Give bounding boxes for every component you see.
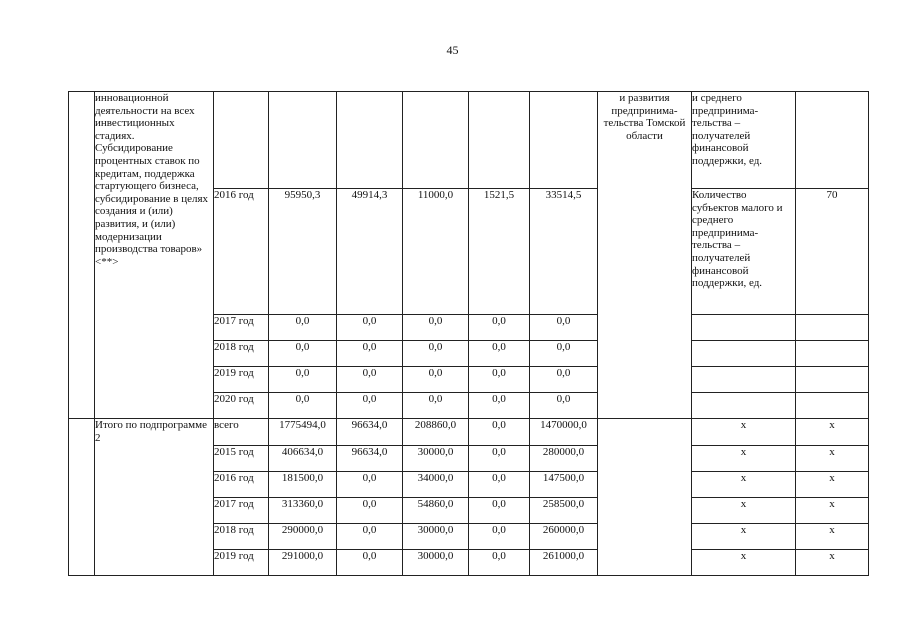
value-cell: 33514,5 xyxy=(530,189,598,315)
value-cell: 0,0 xyxy=(530,341,598,367)
subprogram-total-label: Итого по подпрограмме 2 xyxy=(95,419,214,576)
indicator-value-mark: x xyxy=(796,524,869,550)
value-cell: 96634,0 xyxy=(337,419,403,446)
value-cell: 0,0 xyxy=(469,524,530,550)
value-cell: 0,0 xyxy=(530,367,598,393)
indicator-name xyxy=(692,341,796,367)
value-cell: 181500,0 xyxy=(269,472,337,498)
indicator-value xyxy=(796,393,869,419)
responsible-executor: и развития предпринима-тельства Томской области xyxy=(598,92,692,419)
indicator-value xyxy=(796,341,869,367)
value-cell: 30000,0 xyxy=(403,550,469,576)
year-cell: 2018 год xyxy=(214,341,269,367)
row-number-cell xyxy=(69,419,95,576)
year-cell: 2019 год xyxy=(214,367,269,393)
value-cell: 0,0 xyxy=(530,315,598,341)
year-cell: 2015 год xyxy=(214,446,269,472)
value-cell xyxy=(337,92,403,189)
value-cell: 0,0 xyxy=(269,341,337,367)
value-cell: 0,0 xyxy=(403,367,469,393)
value-cell: 0,0 xyxy=(337,524,403,550)
indicator-mark: x xyxy=(692,446,796,472)
value-cell: 1470000,0 xyxy=(530,419,598,446)
indicator-value-cell xyxy=(796,92,869,189)
value-cell: 261000,0 xyxy=(530,550,598,576)
value-cell: 208860,0 xyxy=(403,419,469,446)
responsible-executor xyxy=(598,419,692,576)
value-cell: 0,0 xyxy=(403,393,469,419)
indicator-value-mark: x xyxy=(796,419,869,446)
program-table xyxy=(68,91,869,576)
value-cell: 95950,3 xyxy=(269,189,337,315)
indicator-name xyxy=(692,393,796,419)
indicator-value xyxy=(796,315,869,341)
value-cell xyxy=(269,92,337,189)
indicator-mark: x xyxy=(692,550,796,576)
value-cell xyxy=(530,92,598,189)
indicator-value-mark: x xyxy=(796,472,869,498)
indicator-value-mark: x xyxy=(796,550,869,576)
year-cell: всего xyxy=(214,419,269,446)
value-cell: 49914,3 xyxy=(337,189,403,315)
value-cell xyxy=(403,92,469,189)
value-cell: 147500,0 xyxy=(530,472,598,498)
value-cell: 0,0 xyxy=(403,341,469,367)
indicator-name-continued: и среднего предпринима-тельства – получателей финансовой поддержки, ед. xyxy=(692,92,796,189)
year-cell xyxy=(214,92,269,189)
value-cell: 0,0 xyxy=(337,341,403,367)
value-cell: 0,0 xyxy=(469,341,530,367)
indicator-name xyxy=(692,367,796,393)
value-cell: 0,0 xyxy=(403,315,469,341)
value-cell: 30000,0 xyxy=(403,446,469,472)
value-cell: 0,0 xyxy=(337,367,403,393)
indicator-mark: x xyxy=(692,524,796,550)
value-cell: 290000,0 xyxy=(269,524,337,550)
value-cell: 34000,0 xyxy=(403,472,469,498)
value-cell: 11000,0 xyxy=(403,189,469,315)
value-cell: 0,0 xyxy=(469,367,530,393)
indicator-mark: x xyxy=(692,498,796,524)
year-cell: 2016 год xyxy=(214,189,269,315)
value-cell: 0,0 xyxy=(337,472,403,498)
value-cell: 0,0 xyxy=(469,419,530,446)
year-cell: 2016 год xyxy=(214,472,269,498)
table-row xyxy=(69,92,869,189)
value-cell xyxy=(469,92,530,189)
value-cell: 260000,0 xyxy=(530,524,598,550)
year-cell: 2020 год xyxy=(214,393,269,419)
value-cell: 30000,0 xyxy=(403,524,469,550)
value-cell: 54860,0 xyxy=(403,498,469,524)
row-number-cell xyxy=(69,92,95,419)
indicator-value xyxy=(796,367,869,393)
year-cell: 2017 год xyxy=(214,498,269,524)
value-cell: 291000,0 xyxy=(269,550,337,576)
value-cell: 0,0 xyxy=(469,315,530,341)
indicator-mark: x xyxy=(692,472,796,498)
page-number: 45 xyxy=(446,43,459,57)
indicator-value: 70 xyxy=(796,189,869,315)
value-cell: 0,0 xyxy=(269,315,337,341)
value-cell: 313360,0 xyxy=(269,498,337,524)
table-row xyxy=(69,419,869,446)
value-cell: 0,0 xyxy=(469,446,530,472)
value-cell: 0,0 xyxy=(269,393,337,419)
indicator-mark: x xyxy=(692,419,796,446)
value-cell: 0,0 xyxy=(337,498,403,524)
value-cell: 0,0 xyxy=(469,393,530,419)
value-cell: 0,0 xyxy=(337,315,403,341)
year-cell: 2017 год xyxy=(214,315,269,341)
value-cell: 0,0 xyxy=(469,550,530,576)
value-cell: 280000,0 xyxy=(530,446,598,472)
year-cell: 2018 год xyxy=(214,524,269,550)
activity-description: инновационной деятельности на всех инвестиционных стадиях. Субсидирование процентных ставок по кредитам, поддержка стартующего бизнеса, субсидирование в целях создания и (или) развития, и (или) модернизации производства товаров» <**> xyxy=(95,92,214,419)
indicator-value-mark: x xyxy=(796,498,869,524)
indicator-value-mark: x xyxy=(796,446,869,472)
value-cell: 0,0 xyxy=(337,550,403,576)
value-cell: 258500,0 xyxy=(530,498,598,524)
value-cell: 0,0 xyxy=(530,393,598,419)
value-cell: 96634,0 xyxy=(337,446,403,472)
value-cell: 0,0 xyxy=(469,472,530,498)
indicator-name xyxy=(692,315,796,341)
value-cell: 0,0 xyxy=(469,498,530,524)
indicator-name: Количество субъектов малого и среднего предпринима-тельства – получателей финансовой поддержки, ед. xyxy=(692,189,796,315)
value-cell: 406634,0 xyxy=(269,446,337,472)
value-cell: 1521,5 xyxy=(469,189,530,315)
year-cell: 2019 год xyxy=(214,550,269,576)
value-cell: 1775494,0 xyxy=(269,419,337,446)
value-cell: 0,0 xyxy=(337,393,403,419)
value-cell: 0,0 xyxy=(269,367,337,393)
